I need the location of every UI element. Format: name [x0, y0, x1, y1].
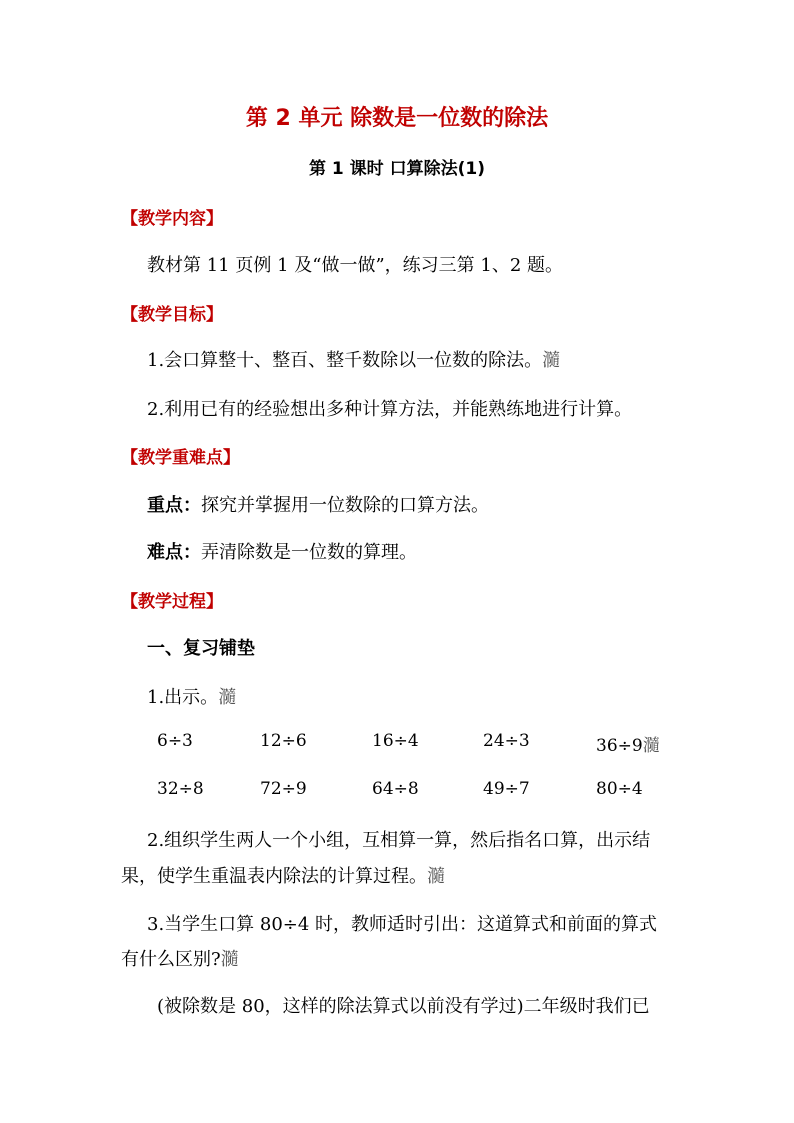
goal-item-1: [147, 346, 560, 372]
paragraph-text: 果，使学生重温表内除法的计算过程。: [121, 866, 427, 887]
goal-item-1-text: 1.会口算整十、整百、整千数除以一位数的除法。: [147, 350, 543, 371]
step-heading: 一、复习铺垫: [147, 638, 255, 659]
paragraph-line: 3.当学生口算 80÷4 时，教师适时引出：这道算式和前面的算式: [147, 914, 658, 935]
stray-mark: 瀡: [220, 949, 239, 970]
expression: 12÷6: [260, 731, 307, 751]
key-point-text: 探究并掌握用一位数除的口算方法。: [201, 495, 489, 516]
paragraph-line: [121, 945, 239, 971]
paragraph-line: 2.组织学生两人一个小组，互相算一算，然后指名口算，出示结: [147, 830, 651, 851]
step-show-text: 1.出示。: [147, 687, 219, 708]
expression: 64÷8: [372, 779, 419, 799]
expression: 6÷3: [157, 731, 193, 751]
expression: 16÷4: [372, 731, 419, 751]
stray-mark: 瀡: [218, 687, 237, 708]
expression: 72÷9: [260, 779, 307, 799]
difficult-point-label: 难点：: [147, 542, 201, 563]
key-point-label: 重点：: [147, 495, 201, 516]
lesson-subtitle: 第 1 课时 口算除法(1): [309, 159, 485, 179]
difficult-point: [147, 538, 417, 564]
expression: 36÷9: [596, 736, 643, 756]
section-heading-process: 【教学过程】: [121, 592, 223, 612]
section-heading-key-points: 【教学重难点】: [121, 448, 240, 468]
step-show: [147, 683, 236, 709]
goal-item-2: 2.利用已有的经验想出多种计算方法，并能熟练地进行计算。: [147, 399, 633, 420]
section-heading-goals: 【教学目标】: [121, 305, 223, 325]
paragraph-text: 有什么区别?: [121, 949, 221, 970]
expression: 49÷7: [483, 779, 530, 799]
section-heading-content: 【教学内容】: [121, 209, 223, 229]
stray-mark: 瀡: [542, 350, 561, 371]
key-point: [147, 491, 489, 517]
expression-with-mark: [596, 731, 660, 756]
expression: 32÷8: [157, 779, 204, 799]
content-text: 教材第 11 页例 1 及“做一做”，练习三第 1、2 题。: [147, 255, 563, 276]
expression: 24÷3: [483, 731, 530, 751]
page-title: 第 2 单元 除数是一位数的除法: [245, 106, 549, 131]
difficult-point-text: 弄清除数是一位数的算理。: [201, 542, 417, 563]
paragraph-line: (被除数是 80，这样的除法算式以前没有学过)二年级时我们已: [157, 996, 650, 1017]
stray-mark: 瀡: [642, 736, 660, 756]
expression: 80÷4: [596, 779, 643, 799]
stray-mark: 瀡: [427, 866, 445, 887]
paragraph-line: [121, 862, 445, 888]
